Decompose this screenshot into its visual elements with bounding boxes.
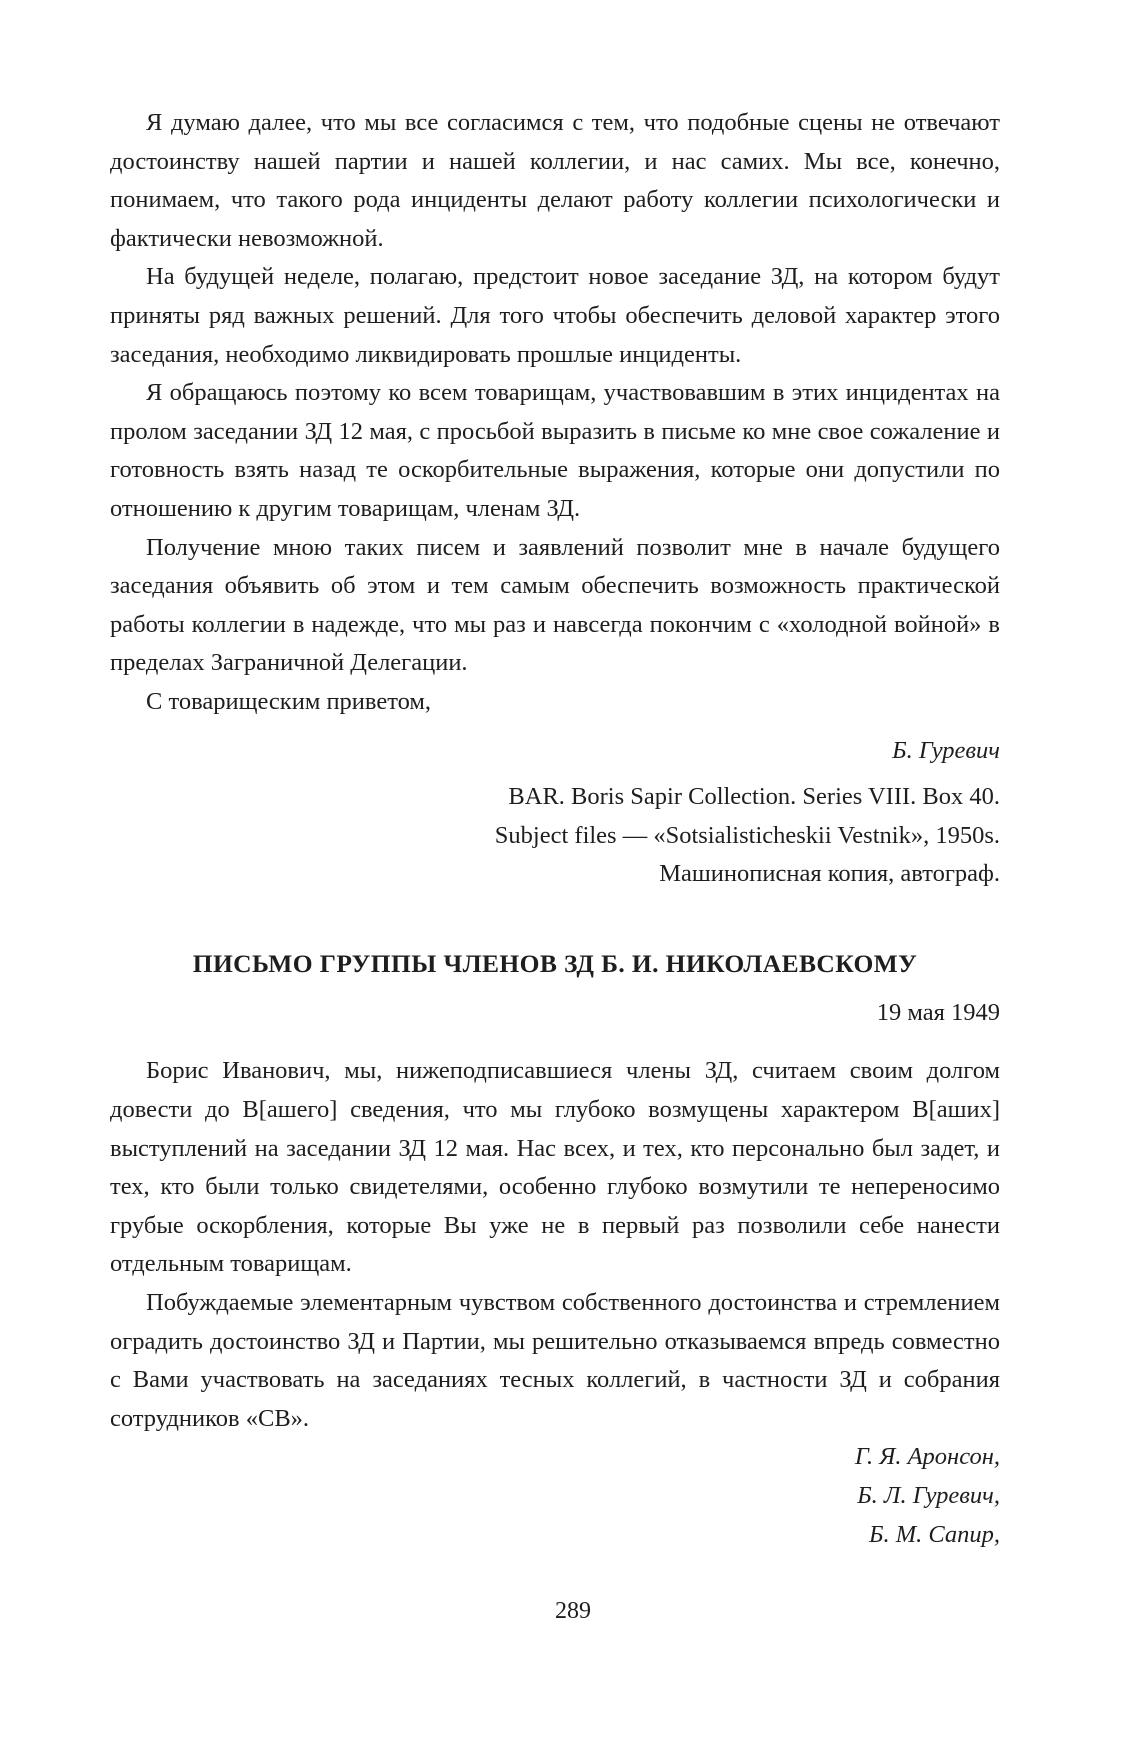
page-number: 289 (555, 1598, 591, 1624)
signer: Г. Я. Аронсон, (854, 1443, 1000, 1471)
letter-body (110, 1052, 1000, 1438)
paragraph: Получение мною таких писем и заявлений позволит мне в начале будущего заседания объявить об этом и тем самым обеспечить возможность практической работы коллегии в надежде, что мы раз и навсегда покончим с «холодной войной» в пределах Заграничной Делегации. (110, 533, 1000, 677)
paragraph: Я обращаюсь поэтому ко всем товарищам, участвовавшим в этих инцидентах на пролом заседании ЗД 12 мая, с просьбой выразить в письме ко мне свое сожаление и готовность взять назад те оскорбительные выражения, которые они допустили по отношению к другим товарищам, членам ЗД. (110, 379, 1000, 522)
signer: Б. М. Сапир, (869, 1520, 1000, 1548)
letter-date: 19 мая 1949 (876, 998, 1000, 1026)
letter-group-to-nikolaevsky (110, 944, 1000, 1554)
source-line: BAR. Boris Sapir Collection. Series VIII. Box 40. (508, 783, 1000, 811)
archival-source (110, 778, 1000, 894)
signers-list (110, 1438, 1000, 1554)
source-line: Subject files — «Sotsialisticheskii Vestnik», 1950s. (494, 821, 1000, 849)
paragraph: На будущей неделе, полагаю, предстоит новое заседание ЗД, на котором будут приняты ряд важных решений. Для того чтобы обеспечить деловой характер этого заседания, необходимо ликвидировать прошлые инциденты. (110, 263, 1000, 368)
source-line: Машинописная копия, автограф. (659, 860, 1000, 888)
document-page (110, 104, 1000, 1744)
paragraph: Борис Иванович, мы, нижеподписавшиеся члены ЗД, считаем своим долгом довести до В[ашего] сведения, что мы глубоко возмущены характером В[аших] выступлений на заседании ЗД 12 мая. Нас всех, и тех, кто персонально был задет, и тех, кто были только свидетелями, особенно глубоко возмутили те непереносимо грубые оскорбления, которые Вы уже не в первый раз позволили себе нанести отдельным товарищам. (110, 1057, 1000, 1278)
paragraph: Я думаю далее, что мы все согласимся с тем, что подобные сцены не отвечают достоинству нашей партии и нашей коллегии, и нас самих. Мы все, конечно, понимаем, что такого рода инциденты делают работу коллегии психологически и фактически невозможной. (110, 109, 1000, 252)
closing-salutation: С товарищеским приветом, (146, 687, 432, 715)
letter-gurevich (110, 104, 1000, 894)
section-heading: ПИСЬМО ГРУППЫ ЧЛЕНОВ ЗД Б. И. НИКОЛАЕВСКОМУ (192, 948, 918, 978)
signature: Б. Гуревич (892, 736, 1000, 764)
signer: Б. Л. Гуревич, (857, 1482, 1000, 1509)
paragraph: Побуждаемые элементарным чувством собственного достоинства и стремлением оградить достоинство ЗД и Партии, мы решительно отказываемся впредь совместно с Вами участвовать на заседаниях тесных коллегий, в частности ЗД и собрания сотрудников «СВ». (110, 1289, 1000, 1432)
